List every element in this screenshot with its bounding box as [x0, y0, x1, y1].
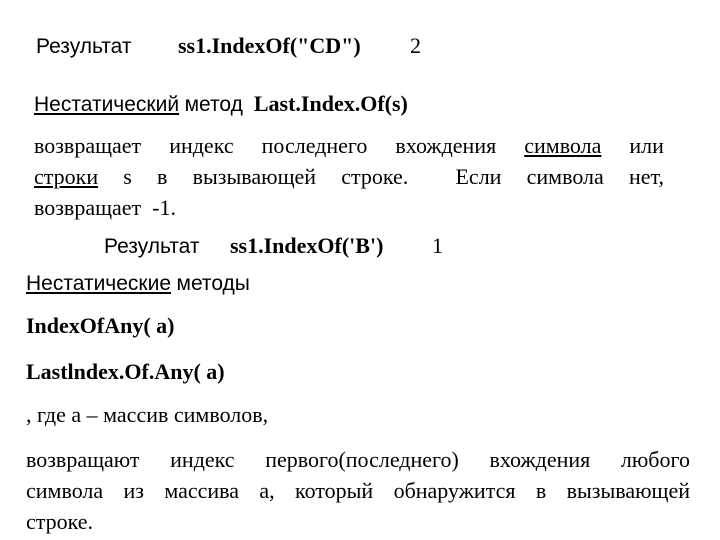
desc1-word: символа — [524, 133, 602, 158]
methods-adjective: Нестатические — [26, 272, 172, 295]
result-value-2: 1 — [432, 233, 443, 258]
result-label-1: Результат — [36, 35, 132, 58]
desc1-word: вызывающей — [192, 164, 317, 189]
desc2-word: любого — [620, 447, 690, 472]
result-label-2: Результат — [104, 235, 200, 258]
desc1-word: строки — [34, 164, 99, 189]
result-code-2: ss1.IndexOf('B') — [230, 233, 384, 258]
desc2-word: в — [535, 478, 547, 503]
desc2-word: массива — [164, 478, 240, 503]
description-2 — [26, 444, 690, 537]
desc1-word: вхождения — [395, 133, 497, 158]
method-word: метод — [184, 93, 243, 116]
method-index-of-any: IndexOfAny( a) — [26, 313, 175, 338]
desc2-word: из — [123, 478, 144, 503]
desc1-word: Если — [455, 164, 502, 189]
desc1-word: индекс — [169, 133, 234, 158]
description-2-line-2 — [26, 475, 690, 506]
result-value-1: 2 — [410, 33, 421, 58]
description-1-line-3: возвращает -1. — [34, 195, 176, 220]
desc2-word: который — [295, 478, 374, 503]
desc2-word: возвращают — [26, 447, 140, 472]
method-adjective: Нестатический — [34, 93, 180, 116]
desc1-word: возвращает — [34, 133, 142, 158]
description-1 — [34, 130, 664, 223]
desc2-word: вхождения — [489, 447, 591, 472]
desc1-word: в — [157, 164, 168, 189]
desc1-word: символа — [526, 164, 604, 189]
desc1-word: или — [629, 133, 664, 158]
desc1-word: последнего — [261, 133, 368, 158]
where-note: , где а – массив символов, — [26, 402, 269, 427]
desc1-word: строке. — [341, 164, 409, 189]
result-code-1: ss1.IndexOf("CD") — [178, 33, 361, 58]
desc2-word: обнаружится — [393, 478, 516, 503]
method-last-index-of-any: Lastlndex.Of.Any( a) — [26, 359, 225, 384]
description-2-line-3: строке. — [26, 509, 94, 534]
methods-word: методы — [176, 272, 250, 295]
method-name: Last.Index.Of(s) — [253, 91, 408, 116]
desc1-word: s — [123, 164, 132, 189]
desc2-word: первого(последнего) — [265, 447, 459, 472]
desc1-word: нет, — [628, 164, 664, 189]
description-1-line-1 — [34, 130, 664, 161]
desc2-word: символа — [26, 478, 104, 503]
desc2-word: вызывающей — [566, 478, 690, 503]
description-1-line-2 — [34, 161, 664, 192]
description-2-line-1 — [26, 444, 690, 475]
methods-heading — [26, 270, 250, 297]
desc2-word: индекс — [170, 447, 235, 472]
desc2-word: а, — [259, 478, 275, 503]
method-heading — [34, 91, 408, 118]
